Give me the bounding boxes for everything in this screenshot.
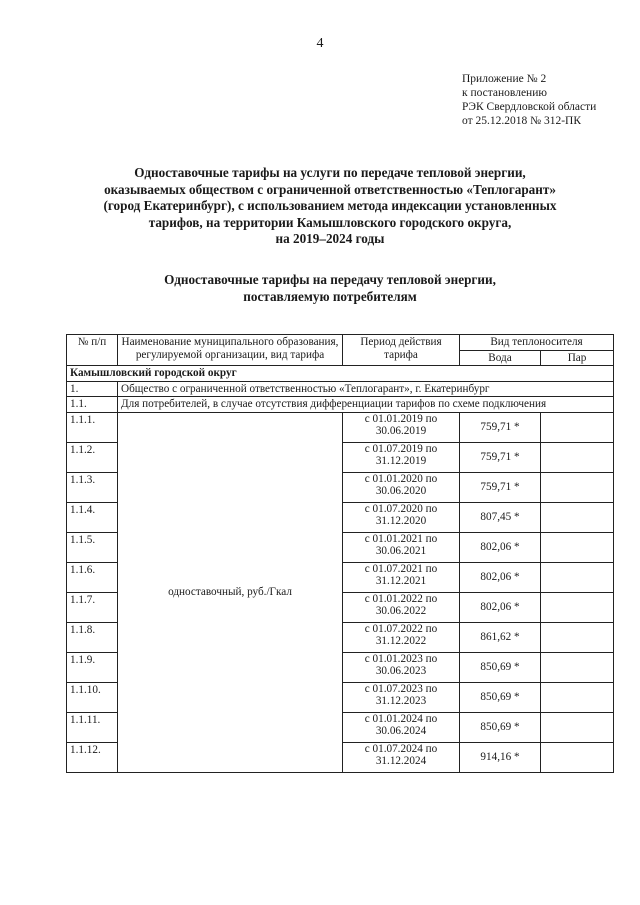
- row-water-value: 850,69 *: [460, 682, 541, 712]
- row-num: 1.1.10.: [67, 682, 118, 712]
- period-from: с 01.07.2020 по: [364, 502, 438, 515]
- period-from: с 01.07.2023 по: [364, 682, 438, 695]
- row-period: [343, 532, 460, 562]
- row-steam-value: [541, 592, 614, 622]
- appendix-line: Приложение № 2: [462, 73, 547, 85]
- section-title: Камышловский городской округ: [67, 366, 614, 382]
- row-water-value: 861,62 *: [460, 622, 541, 652]
- row-steam-value: [541, 742, 614, 772]
- period-from: с 01.07.2019 по: [364, 442, 438, 455]
- row-num: 1.1.2.: [67, 442, 118, 472]
- row-period: [343, 592, 460, 622]
- row-period: [343, 442, 460, 472]
- period-from: с 01.01.2020 по: [364, 472, 438, 485]
- row-water-value: 850,69 *: [460, 712, 541, 742]
- period-to: 30.06.2019: [375, 424, 427, 437]
- title-line: (город Екатеринбург), с использованием метода индексации установленных: [103, 198, 557, 214]
- page-number: 4: [316, 36, 324, 51]
- table-header-row: [67, 335, 614, 351]
- period-from: с 01.01.2019 по: [364, 412, 438, 425]
- row-period: [343, 682, 460, 712]
- row-steam-value: [541, 502, 614, 532]
- period-from: с 01.01.2023 по: [364, 652, 438, 665]
- row-period: [343, 652, 460, 682]
- row-num: 1.1.8.: [67, 622, 118, 652]
- period-to: 30.06.2020: [375, 484, 427, 497]
- header-num: № п/п: [67, 335, 118, 366]
- title-line: тарифов, на территории Камышловского городского округа,: [148, 214, 512, 230]
- row-steam-value: [541, 562, 614, 592]
- row-period: [343, 622, 460, 652]
- org-row: [67, 381, 614, 397]
- title-line: оказываемых обществом с ограниченной ответственностью «Теплогарант»: [104, 181, 556, 197]
- row-num: 1.1.12.: [67, 742, 118, 772]
- period-from: с 01.07.2024 по: [364, 742, 438, 755]
- row-period: [343, 412, 460, 442]
- row-period: [343, 472, 460, 502]
- row-num: 1.1.1.: [67, 412, 118, 442]
- tariff-kind: одноставочный, руб./Гкал: [118, 412, 343, 772]
- row-num: 1.1.11.: [67, 712, 118, 742]
- row-num: 1.1.5.: [67, 532, 118, 562]
- row-water-value: 759,71 *: [460, 412, 541, 442]
- period-to: 30.06.2023: [375, 664, 427, 677]
- org-num: 1.: [67, 381, 118, 397]
- row-period: [343, 502, 460, 532]
- row-steam-value: [541, 472, 614, 502]
- row-period: [343, 742, 460, 772]
- row-steam-value: [541, 622, 614, 652]
- row-steam-value: [541, 682, 614, 712]
- row-steam-value: [541, 712, 614, 742]
- row-water-value: 802,06 *: [460, 592, 541, 622]
- period-to: 31.12.2021: [375, 574, 427, 587]
- header-carrier: Вид теплоносителя: [460, 335, 614, 351]
- consumers-name: Для потребителей, в случае отсутствия дифференциации тарифов по схеме подключения: [118, 397, 614, 413]
- period-from: с 01.07.2022 по: [364, 622, 438, 635]
- row-num: 1.1.4.: [67, 502, 118, 532]
- header-water: Вода: [460, 350, 541, 366]
- table-row: [67, 412, 614, 442]
- tariff-table: [66, 334, 614, 773]
- period-from: с 01.01.2022 по: [364, 592, 438, 605]
- appendix-line: к постановлению: [462, 87, 547, 99]
- row-water-value: 759,71 *: [460, 442, 541, 472]
- title-line: Одноставочные тарифы на услуги по передаче тепловой энергии,: [134, 165, 526, 180]
- document-title: [60, 165, 600, 248]
- row-steam-value: [541, 442, 614, 472]
- period-to: 30.06.2021: [375, 544, 427, 557]
- row-water-value: 802,06 *: [460, 532, 541, 562]
- row-steam-value: [541, 412, 614, 442]
- row-num: 1.1.9.: [67, 652, 118, 682]
- period-to: 30.06.2022: [375, 604, 427, 617]
- period-to: 31.12.2019: [375, 454, 427, 467]
- row-num: 1.1.3.: [67, 472, 118, 502]
- period-to: 30.06.2024: [375, 724, 427, 737]
- consumers-num: 1.1.: [67, 397, 118, 413]
- period-from: с 01.07.2021 по: [364, 562, 438, 575]
- period-from: с 01.01.2021 по: [364, 532, 438, 545]
- row-num: 1.1.6.: [67, 562, 118, 592]
- row-water-value: 802,06 *: [460, 562, 541, 592]
- period-to: 31.12.2022: [375, 634, 427, 647]
- row-period: [343, 712, 460, 742]
- row-num: 1.1.7.: [67, 592, 118, 622]
- row-steam-value: [541, 652, 614, 682]
- row-water-value: 759,71 *: [460, 472, 541, 502]
- appendix-block: [462, 72, 632, 128]
- row-water-value: 850,69 *: [460, 652, 541, 682]
- period-to: 31.12.2024: [375, 754, 427, 767]
- row-water-value: 914,16 *: [460, 742, 541, 772]
- section-row: [67, 366, 614, 382]
- period-to: 31.12.2020: [375, 514, 427, 527]
- header-period: Период действия тарифа: [343, 335, 460, 366]
- consumers-row: [67, 397, 614, 413]
- document-subtitle: [60, 272, 600, 305]
- row-water-value: 807,45 *: [460, 502, 541, 532]
- period-to: 31.12.2023: [375, 694, 427, 707]
- header-steam: Пар: [541, 350, 614, 366]
- title-line: на 2019–2024 годы: [275, 231, 385, 247]
- row-steam-value: [541, 532, 614, 562]
- org-name: Общество с ограниченной ответственностью «Теплогарант», г. Екатеринбург: [118, 381, 614, 397]
- row-period: [343, 562, 460, 592]
- subtitle-line: Одноставочные тарифы на передачу тепловой энергии,: [164, 272, 496, 287]
- appendix-line: РЭК Свердловской области: [462, 101, 597, 113]
- appendix-line: от 25.12.2018 № 312-ПК: [462, 115, 582, 127]
- subtitle-line: поставляемую потребителям: [243, 288, 417, 304]
- header-name: Наименование муниципального образования, регулируемой организации, вид тарифа: [118, 335, 343, 366]
- period-from: с 01.01.2024 по: [364, 712, 438, 725]
